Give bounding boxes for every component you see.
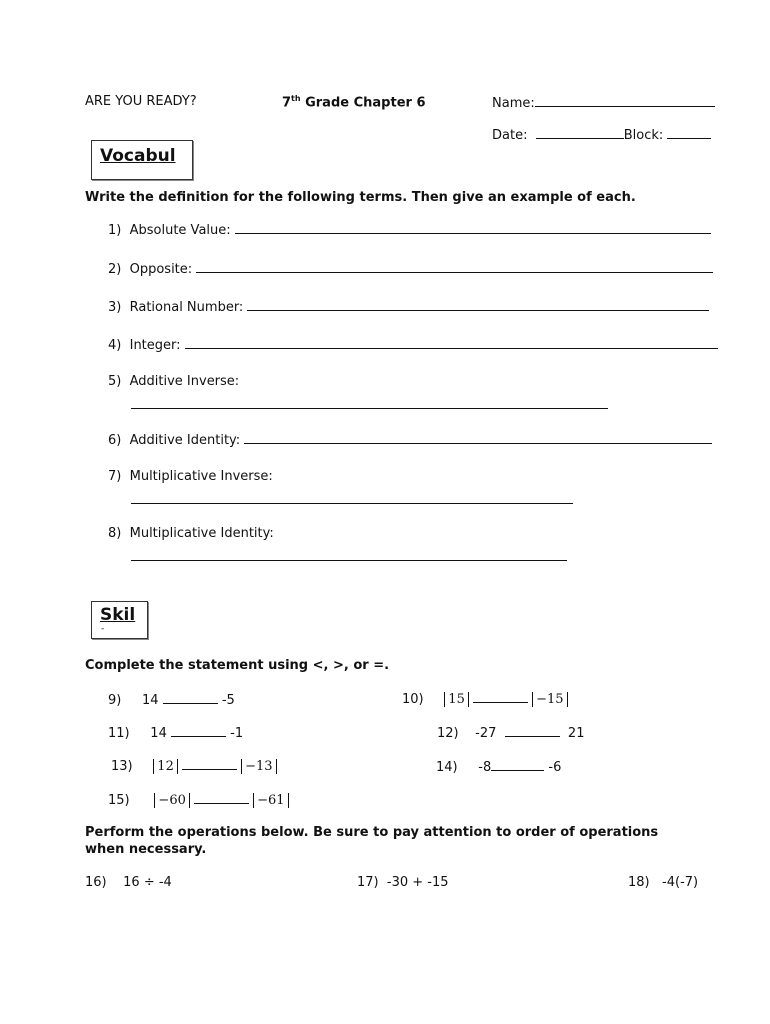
block-label: Block: bbox=[623, 128, 664, 143]
answer-blank[interactable] bbox=[131, 491, 573, 504]
vocab-item-1 bbox=[108, 221, 711, 238]
skills-section-title: Skil bbox=[100, 605, 136, 625]
right-value: -6 bbox=[548, 760, 562, 775]
right-value: -1 bbox=[230, 726, 244, 741]
term-label: Opposite: bbox=[129, 262, 193, 277]
problem-number: 11) bbox=[108, 726, 130, 741]
vocab-item-5 bbox=[108, 374, 239, 389]
item-number: 2) bbox=[108, 262, 122, 277]
date-label: Date: bbox=[492, 128, 528, 143]
grade-chapter: Grade Chapter 6 bbox=[300, 95, 426, 111]
date-block-field bbox=[492, 126, 711, 143]
vocab-item-6 bbox=[108, 431, 712, 448]
worksheet-title bbox=[282, 94, 426, 110]
problem-number: 15) bbox=[108, 793, 130, 808]
vocab-section-title: Vocabul bbox=[100, 146, 176, 166]
problem-number: 14) bbox=[436, 760, 458, 775]
problem-number: 9) bbox=[108, 693, 122, 708]
right-value: 21 bbox=[567, 726, 585, 741]
block-blank[interactable] bbox=[667, 126, 711, 139]
vocab-item-2 bbox=[108, 260, 713, 277]
operations-instruction-line1: Perform the operations below. Be sure to pay attention to order of operations bbox=[85, 825, 659, 840]
left-value: 12 bbox=[153, 759, 178, 774]
problem-number: 13) bbox=[111, 759, 133, 774]
right-value: −13 bbox=[241, 759, 276, 774]
name-blank[interactable] bbox=[535, 94, 715, 107]
term-label: Additive Inverse: bbox=[129, 374, 240, 389]
answer-blank[interactable] bbox=[244, 431, 712, 444]
problem-11 bbox=[108, 724, 243, 741]
skills-title-mark: - bbox=[101, 624, 105, 634]
item-number: 6) bbox=[108, 433, 122, 448]
problem-9 bbox=[108, 691, 235, 708]
answer-blank[interactable] bbox=[235, 221, 711, 234]
right-value: −61 bbox=[253, 793, 288, 808]
name-label: Name: bbox=[492, 96, 535, 111]
problem-number: 17) bbox=[357, 875, 379, 890]
vocab-item-8 bbox=[108, 526, 274, 541]
problem-number: 10) bbox=[402, 692, 424, 707]
answer-blank[interactable] bbox=[491, 758, 544, 771]
item-number: 7) bbox=[108, 469, 122, 484]
item-number: 8) bbox=[108, 526, 122, 541]
problem-number: 12) bbox=[437, 726, 459, 741]
left-value: -8 bbox=[478, 760, 492, 775]
operations-instruction-line2: when necessary. bbox=[85, 842, 207, 857]
vocab-item-3 bbox=[108, 298, 709, 315]
term-label: Additive Identity: bbox=[129, 433, 241, 448]
name-field[interactable] bbox=[492, 94, 715, 111]
right-value: −15 bbox=[532, 692, 567, 707]
problem-14 bbox=[436, 758, 561, 775]
answer-blank[interactable] bbox=[182, 757, 237, 770]
expression: -30 + -15 bbox=[386, 875, 449, 890]
grade-suffix: th bbox=[291, 94, 301, 103]
left-value: −60 bbox=[154, 793, 189, 808]
left-value: 15 bbox=[444, 692, 469, 707]
answer-blank[interactable] bbox=[163, 691, 218, 704]
right-value: -5 bbox=[221, 693, 235, 708]
vocab-item-4 bbox=[108, 336, 718, 353]
problem-16 bbox=[85, 875, 172, 890]
expression: -4(-7) bbox=[662, 875, 699, 890]
answer-blank[interactable] bbox=[505, 724, 560, 737]
problem-18 bbox=[628, 875, 698, 890]
answer-blank[interactable] bbox=[131, 548, 567, 561]
problem-13 bbox=[111, 757, 277, 774]
worksheet-label: ARE YOU READY? bbox=[85, 94, 197, 109]
expression: 16 ÷ -4 bbox=[123, 875, 172, 890]
item-number: 5) bbox=[108, 374, 122, 389]
problem-10 bbox=[402, 690, 568, 707]
problem-17 bbox=[357, 875, 449, 890]
left-value: 14 bbox=[150, 726, 167, 741]
answer-blank[interactable] bbox=[194, 791, 249, 804]
answer-blank[interactable] bbox=[247, 298, 709, 311]
answer-blank[interactable] bbox=[171, 724, 226, 737]
vocab-item-7 bbox=[108, 469, 273, 484]
term-label: Integer: bbox=[129, 338, 181, 353]
grade-number: 7 bbox=[282, 95, 292, 111]
problem-number: 18) bbox=[628, 875, 650, 890]
left-value: 14 bbox=[142, 693, 159, 708]
vocab-instruction: Write the definition for the following terms. Then give an example of each. bbox=[85, 190, 636, 205]
term-label: Multiplicative Inverse: bbox=[129, 469, 273, 484]
answer-blank[interactable] bbox=[185, 336, 718, 349]
answer-blank[interactable] bbox=[196, 260, 713, 273]
term-label: Absolute Value: bbox=[129, 223, 231, 238]
compare-instruction: Complete the statement using <, >, or =. bbox=[85, 658, 390, 673]
problem-15 bbox=[108, 791, 289, 808]
item-number: 4) bbox=[108, 338, 122, 353]
date-blank[interactable] bbox=[536, 126, 624, 139]
problem-12 bbox=[437, 724, 584, 741]
answer-blank[interactable] bbox=[473, 690, 528, 703]
item-number: 3) bbox=[108, 300, 122, 315]
item-number: 1) bbox=[108, 223, 122, 238]
problem-number: 16) bbox=[85, 875, 107, 890]
answer-blank[interactable] bbox=[131, 396, 608, 409]
left-value: -27 bbox=[475, 726, 497, 741]
term-label: Multiplicative Identity: bbox=[129, 526, 274, 541]
term-label: Rational Number: bbox=[129, 300, 244, 315]
